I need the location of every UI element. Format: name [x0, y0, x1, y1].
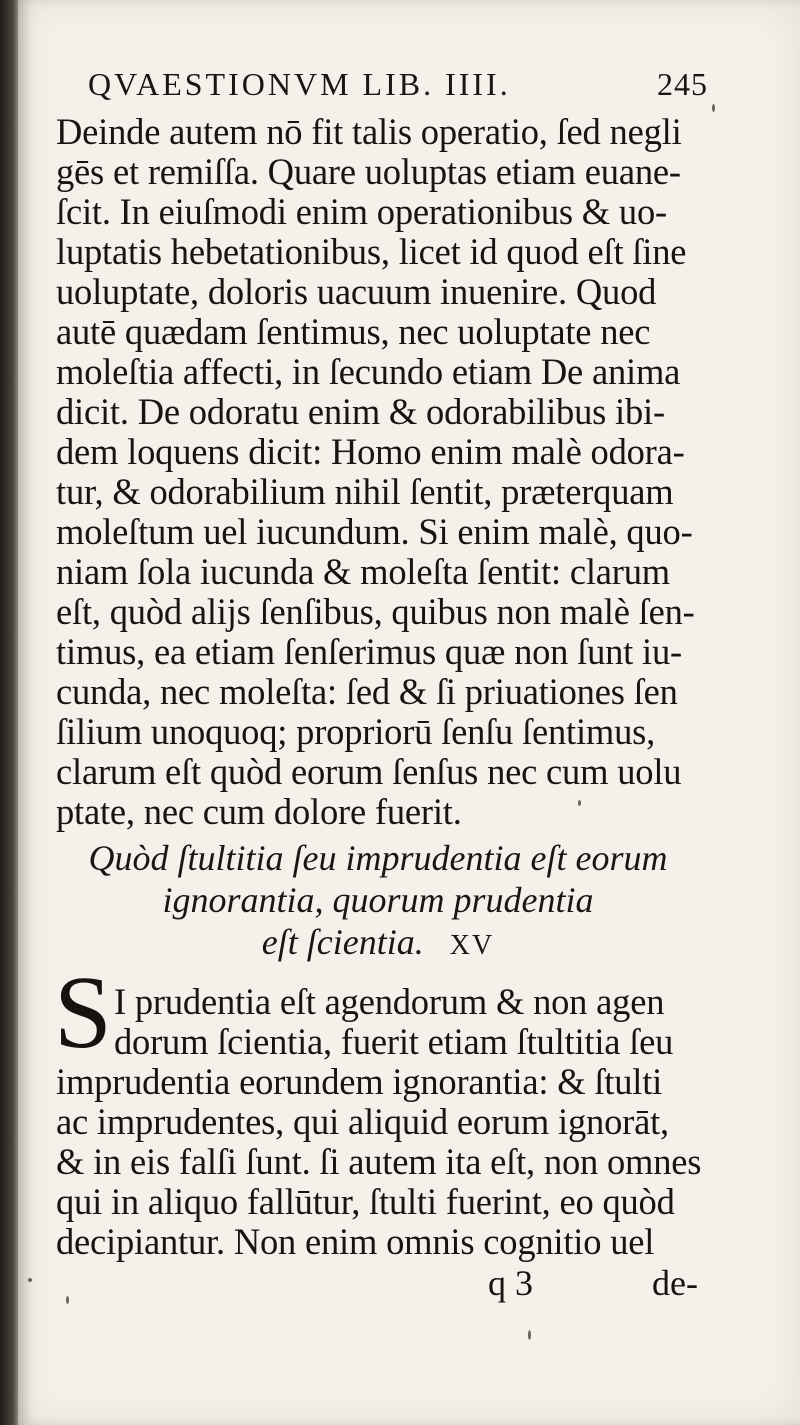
text-line: ſcit. In eiuſmodi enim operationibus & uo- — [56, 191, 667, 232]
page-number: 245 — [657, 66, 708, 102]
text-line: & in eis falſi ſunt. ſi autem ita eſt, non omnes — [56, 1141, 702, 1182]
text-line: ptate, nec cum dolore fuerit. — [56, 791, 462, 832]
text-line: cunda, nec moleſta: ſed & ſi priuationes ſen — [56, 671, 678, 712]
paper-speck — [528, 1330, 531, 1340]
text-line: dorum ſcientia, fuerit etiam ſtultitia ſeu — [114, 1021, 674, 1062]
text-line: tur, & odorabilium nihil ſentit, præterquam — [56, 471, 674, 512]
binding-edge — [0, 0, 18, 1425]
text-line: ac imprudentes, qui aliquid eorum ignorāt, — [56, 1101, 669, 1142]
text-line: qui in aliquo fallūtur, ſtulti fuerint, eo quòd — [56, 1181, 675, 1222]
running-head: QVAESTIONVM LIB. IIII. — [88, 66, 511, 102]
text-line: gēs et remiſſa. Quare uoluptas etiam euane- — [56, 151, 681, 192]
paper-speck — [28, 1278, 32, 1282]
text-line: decipiantur. Non enim omnis cognitio uel — [56, 1221, 655, 1262]
text-line: I prudentia eſt agendorum & non agen — [114, 981, 665, 1022]
text-line: dem loquens dicit: Homo enim malè odora- — [56, 431, 685, 472]
text-line: moleſtum uel iucundum. Si enim malè, quo- — [56, 511, 693, 552]
text-line: autē quædam ſentimus, nec uoluptate nec — [56, 311, 651, 352]
text-line: imprudentia eorundem ignorantia: & ſtulti — [56, 1061, 663, 1102]
paper-speck — [66, 1296, 69, 1304]
text-line: luptatis hebetationibus, licet id quod eſt ſine — [56, 231, 687, 272]
text-line: timus, ea etiam ſenſerimus quæ non ſunt iu- — [56, 631, 682, 672]
text-line: dicit. De odoratu enim & odorabilibus ibi- — [56, 391, 665, 432]
text-line: eſt, quòd alijs ſenſibus, quibus non malè ſen- — [56, 591, 695, 632]
text-line: Deinde autem nō fit talis operatio, ſed negli — [56, 111, 682, 152]
heading-line-text: eſt ſcientia. — [261, 922, 424, 962]
text-line: niam ſola iucunda & moleſta ſentit: clarum — [56, 551, 670, 592]
heading-line: Quòd ſtultitia ſeu imprudentia eſt eorum — [88, 838, 668, 878]
drop-cap-initial: S — [54, 955, 112, 1070]
text-line: moleſtia affecti, in ſecundo etiam De anima — [56, 351, 681, 392]
text-line: clarum eſt quòd eorum ſenſus nec cum uolu — [56, 751, 682, 792]
heading-line-last — [58, 922, 698, 966]
chapter-number: XV — [449, 930, 495, 961]
catchword: de- — [652, 1263, 698, 1303]
text-line: uoluptate, doloris uacuum inuenire. Quod — [56, 271, 657, 312]
signature-mark: q 3 — [488, 1263, 533, 1303]
paper-speck — [712, 104, 715, 112]
paper-speck — [578, 800, 581, 806]
page-header — [88, 66, 708, 106]
text-line: ſilium unoquoq; propriorū ſenſu ſentimus, — [56, 711, 656, 752]
book-page — [18, 0, 800, 1425]
heading-line: ignorantia, quorum prudentia — [162, 880, 594, 920]
